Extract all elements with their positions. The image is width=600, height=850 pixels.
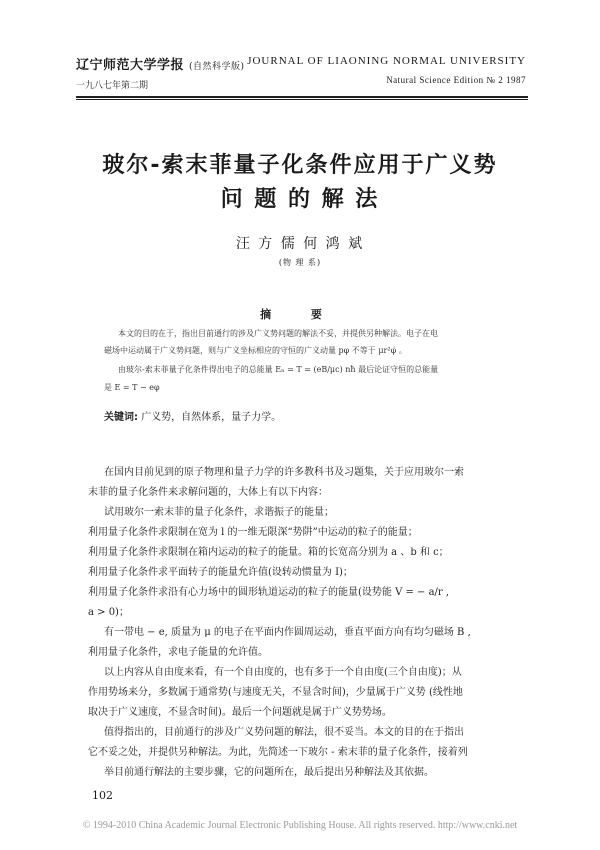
paper-title-line1: 玻尔-索末菲量子化条件应用于广义势 <box>102 153 498 178</box>
journal-title-cn <box>76 54 245 73</box>
authors: 汪 方 儒 何 鸿 斌 <box>235 236 365 252</box>
department: (物 理 系) <box>278 258 322 267</box>
abstract-line: 是 E = T − eφ <box>104 383 160 392</box>
abstract-line: 本文的目的在于，指出目前通行的涉及广义势问题的解法不妥，并提供另种解法。电子在电 <box>118 329 438 338</box>
keywords-label: 关键词: <box>104 412 138 423</box>
header-rule <box>76 96 528 98</box>
keywords <box>104 408 281 423</box>
body-line: 末菲的量子化条件来求解问题的，大体上有以下内容： <box>88 487 328 498</box>
abstract-heading: 摘 要 <box>260 308 340 321</box>
body-line: 在国内目前见到的原子物理和量子力学的许多教科书及习题集，关于应用玻尔一索 <box>104 467 464 478</box>
body-line: 利用量子化条件求限制在宽为 l 的一维无限深“势阱”中运动的粒子的能量； <box>88 527 418 538</box>
keywords-value: 广义势，自然体系，量子力学。 <box>141 412 282 423</box>
body-line: 值得指出的，目前通行的涉及广义势问题的解法，很不妥当。本文的目的在于指出 <box>104 727 464 738</box>
abstract-line: 磁场中运动属于广义势问题，则与广义坐标相应的守恒的广义动量 pφ 不等于 μr²φ̇ 。 <box>104 346 407 355</box>
body-line: 取决于广义速度，不显含时间)。最后一个问题就是属于广义势势场。 <box>88 707 392 718</box>
paper-title-line2: 问 题 的 解 法 <box>220 187 380 212</box>
journal-title-en: JOURNAL OF LIAONING NORMAL UNIVERSITY <box>247 55 526 67</box>
body-line: 利用量子化条件，求电子能量的允许值。 <box>88 647 268 658</box>
edition-en: Natural Science Edition № 2 1987 <box>386 75 526 85</box>
body-line: 作用势场来分，多数属于通常势(与速度无关，不显含时间)，少量属于广义势 (线性地 <box>88 687 463 698</box>
journal-name-cn: 辽宁师范大学学报 <box>76 58 185 73</box>
page-number: 102 <box>92 789 113 802</box>
issue-cn: 一九八七年第二期 <box>76 81 149 91</box>
body-line: 有一带电 − e, 质量为 μ 的电子在平面内作圆周运动，垂直平面方向有均匀磁场 B , <box>104 627 471 638</box>
copyright-footer: © 1994-2010 China Academic Journal Electronic Publishing House. All rights reserved. http://www.cnki.net <box>82 820 518 831</box>
abstract-line: 由玻尔-索末菲量子化条件得出电子的总能量 Eₙ = T = (eB/μc) nħ 最后论证守恒的总能量 <box>118 365 439 374</box>
body-line: 利用量子化条件求限制在箱内运动的粒子的能量。箱的长宽高分别为 a 、b 和 c； <box>88 547 449 558</box>
body-line: 试用玻尔一索末菲的量子化条件，求谐振子的能量； <box>104 507 334 518</box>
body-line: 它不妥之处，并提供另种解法。为此，先简述一下玻尔 - 索末菲的量子化条件，接着列 <box>88 747 468 758</box>
body-line: 以上内容从自由度来看，有一个自由度的，也有多于一个自由度(三个自由度)；从 <box>104 667 462 678</box>
body-line: a > 0)； <box>88 607 129 618</box>
edition-cn: (自然科学版) <box>189 62 245 72</box>
body-line: 利用量子化条件求平面转子的能量允许值(设转动惯量为 I)； <box>88 567 353 578</box>
body-line: 举目前通行解法的主要步骤，它的问题所在，最后提出另种解法及其依据。 <box>104 767 434 778</box>
body-line: 利用量子化条件求沿有心力场中的圆形轨道运动的粒子的能量(设势能 V = − a/r , <box>88 587 450 598</box>
header-rule-thin <box>76 99 528 100</box>
